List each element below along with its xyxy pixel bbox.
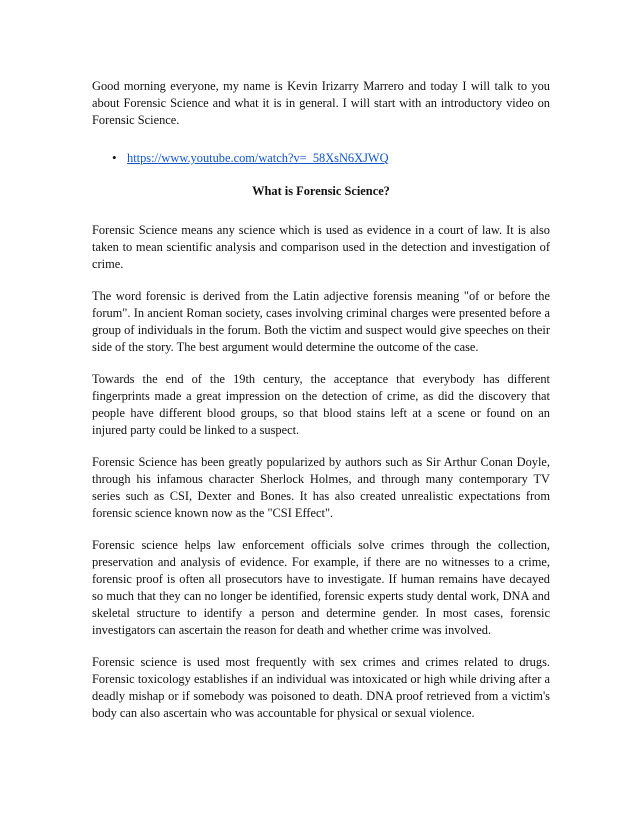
intro-paragraph: Good morning everyone, my name is Kevin Irizarry Marrero and today I will talk to you about Forensic Science and what it is in general. I will start with an introductory video on Forensic Science. — [92, 79, 550, 127]
paragraph-definition: Forensic Science means any science which is used as evidence in a court of law. It is also taken to mean scientific analysis and comparison used in the detection and investigation of crime. — [92, 223, 550, 271]
section-heading: What is Forensic Science? — [252, 184, 390, 198]
paragraph-history: Towards the end of the 19th century, the acceptance that everybody has different fingerprints made a great impression on the detection of crime, as did the discovery that people have different blood groups, so that blood stains left at a scene or found on an injured party could be linked to a suspect. — [92, 372, 550, 437]
youtube-video-link[interactable]: https://www.youtube.com/watch?v=_58XsN6XJWQ — [127, 151, 389, 165]
paragraph-crime-types: Forensic science is used most frequently with sex crimes and crimes related to drugs. Forensic toxicology establishes if an individual was intoxicated or high while driving after a deadly mishap or if somebody was poisoned to death. DNA proof retrieved from a victim's body can also ascertain who was accountable for physical or sexual violence. — [92, 655, 550, 720]
document-body — [92, 78, 550, 737]
link-list — [92, 147, 550, 169]
bullet-icon: • — [112, 150, 117, 165]
paragraph-etymology: The word forensic is derived from the Latin adjective forensis meaning "of or before the forum". In ancient Roman society, cases involving criminal charges were presented before a group of individuals in the forum. Both the victim and suspect would give speeches on their side of the story. The best argument would determine the outcome of the case. — [92, 289, 550, 354]
list-item — [100, 147, 550, 169]
paragraph-popularity: Forensic Science has been greatly popularized by authors such as Sir Arthur Conan Doyle, through his infamous character Sherlock Holmes, and through many contemporary TV series such as CSI, Dexter and Bones. It has also created unrealistic expectations from forensic science known now as the "CSI Effect". — [92, 455, 550, 520]
paragraph-law-enforcement: Forensic science helps law enforcement officials solve crimes through the collection, preservation and analysis of evidence. For example, if there are no witnesses to a crime, forensic proof is often all prosecutors have to investigate. If human remains have decayed so much that they can no longer be identified, forensic experts study dental work, DNA and skeletal structure to identify a person and determine gender. In most cases, forensic investigators can ascertain the reason for death and whether crime was involved. — [92, 538, 550, 637]
